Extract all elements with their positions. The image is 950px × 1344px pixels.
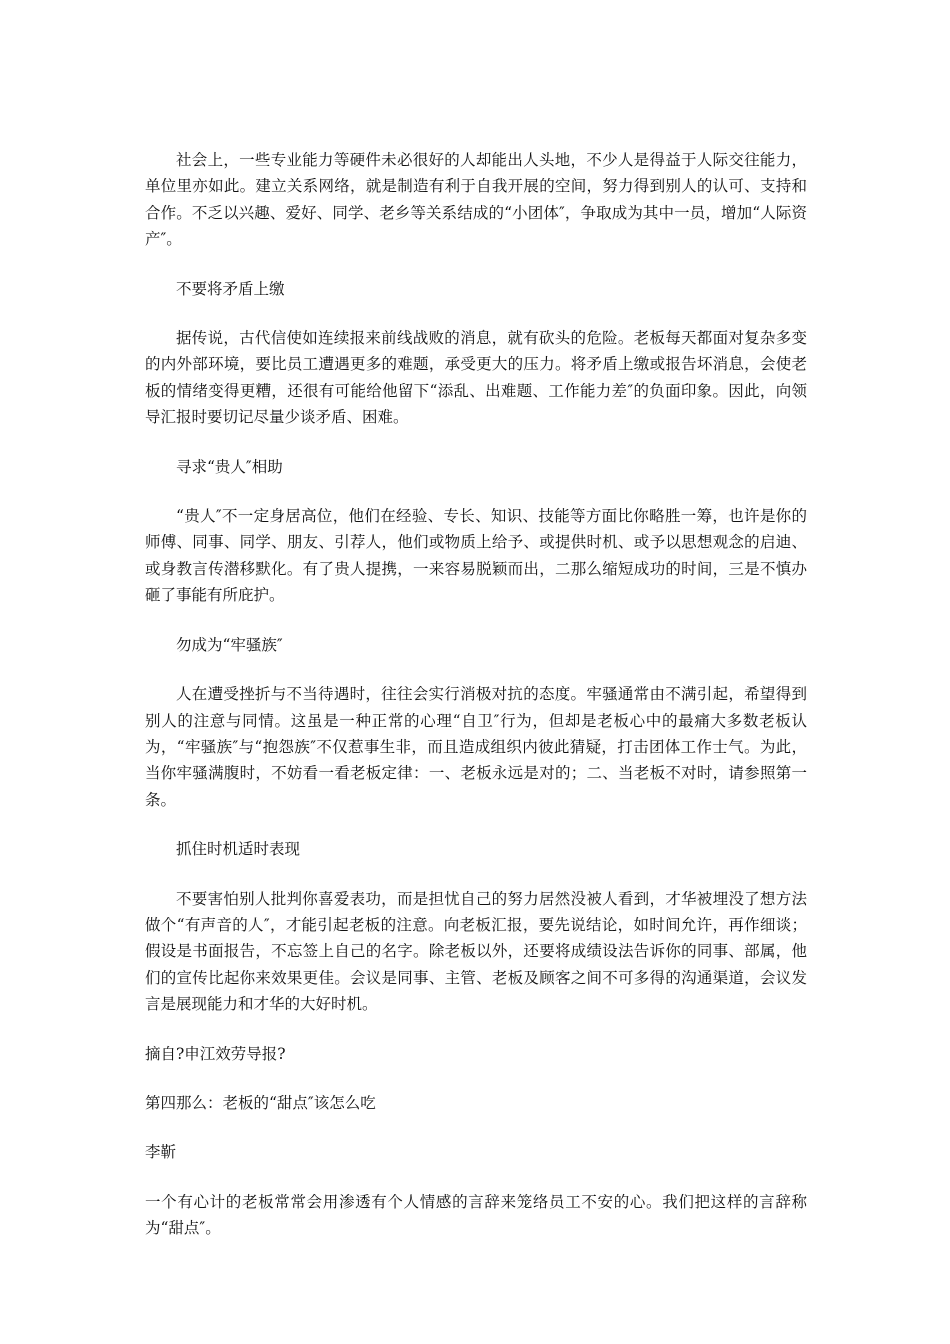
section-title: 第四那么：老板的“甜点″该怎么吃 (145, 1093, 376, 1112)
heading-seek-mentor: 寻求“贵人″相助 (176, 457, 283, 476)
author-name: 李靳 (145, 1143, 177, 1162)
heading-no-complaining: 勿成为“牢骚族″ (176, 635, 283, 654)
document-page (145, 147, 807, 1242)
heading-dont-pass-up-problems: 不要将矛盾上缴 (176, 279, 285, 298)
paragraph-social-network: 社会上，一些专业能力等硬件未必很好的人却能出人头地，不少人是得益于人际交往能力，单位里亦如此。建立关系网络，就是制造有利于自我开展的空间，努力得到别人的认可、支持和合作。不乏以兴趣、爱好、同学、老乡等关系结成的“小团体″，争取成为其中一员，增加“人际资产″。 (145, 151, 807, 249)
heading-show-yourself: 抓住时机适时表现 (176, 840, 301, 859)
paragraph-sweet-words: 一个有心计的老板常常会用渗透有个人情感的言辞来笼络员工不安的心。我们把这样的言辞称为“甜点″。 (145, 1192, 807, 1238)
paragraph-seek-mentor: “贵人″不一定身居高位，他们在经验、专长、知识、技能等方面比你略胜一筹，也许是你的师傅、同事、同学、朋友、引荐人，他们或物质上给予、或提供时机、或予以思想观念的启迪、或身教言传潜移默化。有了贵人提携，一来容易脱颖而出，二那么缩短成功的时间，三是不慎办砸了事能有所庇护。 (145, 507, 807, 605)
paragraph-no-complaining: 人在遭受挫折与不当待遇时，往往会实行消极对抗的态度。牢骚通常由不满引起，希望得到别人的注意与同情。这虽是一种正常的心理“自卫″行为，但却是老板心中的最痛大多数老板认为，“牢骚族″与“抱怨族″不仅惹事生非，而且造成组织内彼此猜疑，打击团体工作士气。为此，当你牢骚满腹时，不妨看一看老板定律：一、老板永远是对的；二、当老板不对时，请参照第一条。 (145, 685, 807, 809)
paragraph-dont-pass-up-problems: 据传说，古代信使如连续报来前线战败的消息，就有砍头的危险。老板每天都面对复杂多变的内外部环境，要比员工遭遇更多的难题，承受更大的压力。将矛盾上缴或报告坏消息，会使老板的情绪变得更糟，还很有可能给他留下“添乱、出难题、工作能力差″的负面印象。因此，向领导汇报时要切记尽量少谈矛盾、困难。 (145, 329, 807, 427)
paragraph-show-yourself: 不要害怕别人批判你喜爱表功，而是担忧自己的努力居然没被人看到，才华被埋没了想方法做个“有声音的人″，才能引起老板的注意。向老板汇报，要先说结论，如时间允许，再作细谈；假设是书面报告，不忘签上自己的名字。除老板以外，还要将成绩设法告诉你的同事、部属，他们的宣传比起你来效果更佳。会议是同事、主管、老板及顾客之间不可多得的沟通渠道，会议发言是展现能力和才华的大好时机。 (145, 889, 807, 1014)
source-note: 摘自?申江效劳导报? (145, 1044, 286, 1063)
